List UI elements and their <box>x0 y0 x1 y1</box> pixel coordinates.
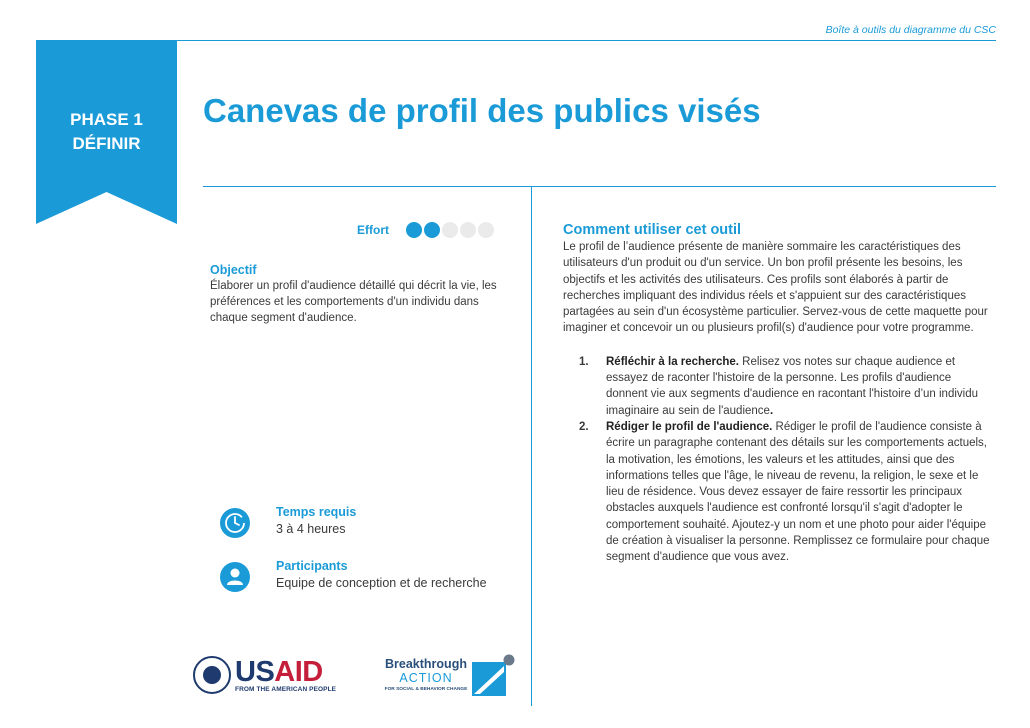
step-item <box>563 354 991 419</box>
effort-dot-empty <box>460 222 476 238</box>
toolkit-title: Boîte à outils du diagramme du CSC <box>825 24 996 36</box>
participants-value: Equipe de conception et de recherche <box>276 576 487 590</box>
step-number: 1. <box>579 355 589 368</box>
usaid-us: US <box>235 655 275 688</box>
steps-list <box>563 354 991 566</box>
usaid-tagline: FROM THE AMERICAN PEOPLE <box>235 685 337 693</box>
how-to-intro: Le profil de l’audience présente de manière sommaire les caractéristiques des utilisateurs d'un produit ou d'un service. Un bon profil présente les besoins, les objectifs et les activités des utilisateurs. Ces profils sont élaborés à partir de recherches impliquant des individus réels et s'appuient sur des caractéristiques partagées au sein d'un écosystème particulier. Servez-vous de cette maquette pour imaginer et concevoir un ou plusieurs profil(s) d'audience pour votre programme. <box>563 241 988 335</box>
effort-dot-empty <box>478 222 494 238</box>
usaid-seal-icon <box>193 656 231 694</box>
step-number: 2. <box>579 420 589 433</box>
effort-dot-filled <box>406 222 422 238</box>
breakthrough-action-logo <box>382 654 522 698</box>
ba-line2: ACTION <box>399 671 453 685</box>
step-title: Rédiger le profil de l'audience. <box>606 420 773 433</box>
ba-line3: FOR SOCIAL & BEHAVIOR CHANGE <box>384 687 468 692</box>
page-title: Canevas de profil des publics visés <box>203 92 761 129</box>
time-heading: Temps requis <box>276 505 357 519</box>
effort-dots <box>406 222 494 238</box>
phase-label: PHASE 1 <box>70 110 143 129</box>
person-icon <box>220 562 250 592</box>
effort-label: Effort <box>357 223 389 237</box>
ba-line1: Breakthrough <box>385 657 467 671</box>
clock-icon <box>220 508 250 538</box>
how-to-section <box>563 222 991 566</box>
usaid-aid: AID <box>274 655 323 688</box>
how-to-heading: Comment utiliser cet outil <box>563 222 742 238</box>
effort-dot-filled <box>424 222 440 238</box>
phase-banner <box>36 40 177 224</box>
objective-section <box>210 263 510 326</box>
breakthrough-mark-icon <box>470 654 520 698</box>
step-text: Relisez vos notes sur chaque audience et essayez de raconter l'histoire de la personne. Les profils d'audience donnent vie aux segments d'audience en racontant l'histoire d’un individu imaginaire au sein de l'audience <box>606 355 978 417</box>
effort-indicator <box>357 222 494 238</box>
time-value: 3 à 4 heures <box>276 522 346 536</box>
step-text: Rédiger le profil de l'audience consiste à écrire un paragraphe contenant des détails sur les comportements actuels, la motivation, les émotions, les valeurs et les attitudes, ainsi que des informations telles que l'âge, le niveau de revenu, la religion, le sexe et le lieu de résidence. Vous devez essayer de faire ressortir les principaux obstacles auxquels l'audience est confronté lorsqu'il s'agit d'adopter le comportement souhaité. Ajoutez-y un nom et une photo pour aider l'équipe de création à visualiser la personne. Remplissez ce formulaire pour chaque segment d'audience que vous avez. <box>606 420 990 564</box>
step-end: . <box>769 404 774 417</box>
objective-heading: Objectif <box>210 263 257 277</box>
title-divider <box>203 186 996 187</box>
participants <box>220 559 487 592</box>
column-divider <box>531 186 532 706</box>
top-rule <box>176 40 996 41</box>
participants-heading: Participants <box>276 559 348 573</box>
step-title: Réfléchir à la recherche. <box>606 355 739 368</box>
effort-dot-empty <box>442 222 458 238</box>
time-required <box>220 505 356 538</box>
phase-stage: DÉFINIR <box>72 134 141 153</box>
usaid-logo <box>193 656 336 694</box>
step-item <box>563 419 991 566</box>
objective-text: Élaborer un profil d'audience détaillé qui décrit la vie, les préférences et les comportements d'un individu dans chaque segment d'audience. <box>210 280 497 324</box>
